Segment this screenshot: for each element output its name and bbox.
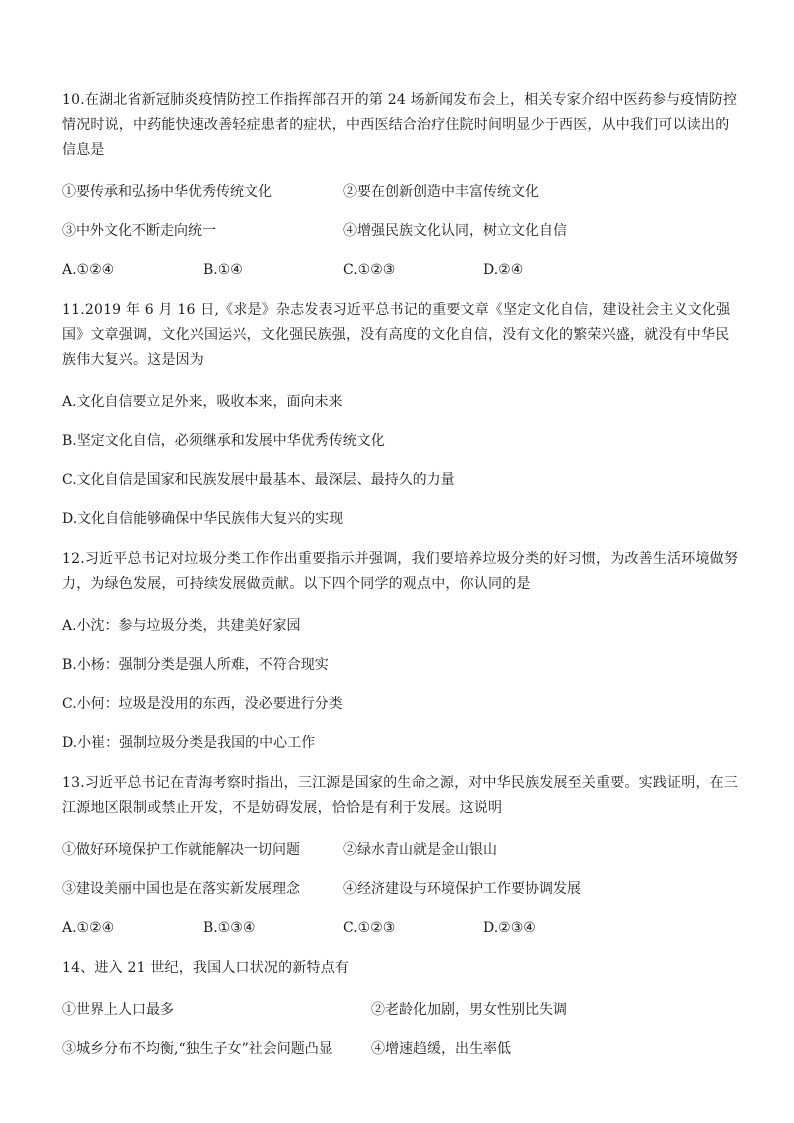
q12-option-d[interactable]: D.小崔：强制垃圾分类是我国的中心工作 [62,735,316,751]
q11-option-d[interactable]: D.文化自信能够确保中华民族伟大复兴的实现 [62,511,344,527]
q11-option-c[interactable]: C.文化自信是国家和民族发展中最基本、最深层、最持久的力量 [62,472,455,488]
q13-statement-3: ③建设美丽中国也是在落实新发展理念 [62,881,300,897]
q11-option-a[interactable]: A.文化自信要立足外来，吸收本来，面向未来 [62,394,343,410]
q10-statement-4: ④增强民族文化认同，树立文化自信 [343,223,567,239]
q14-statement-2: ②老龄化加剧，男女性别比失调 [371,1002,567,1018]
question-10-stem: 10.在湖北省新冠肺炎疫情防控工作指挥部召开的第 24 场新闻发布会上，相关专家介绍中医药参与疫情防控情况时说，中药能快速改善轻症患者的症状，中西医结合治疗住院时间明显少于西医，从中我们可以读出的信息是 [62,92,738,158]
q10-option-c[interactable]: C.①②③ [343,262,396,278]
question-14-statements-row-1 [62,1000,742,1020]
q13-option-d[interactable]: D.②③④ [483,920,536,936]
exam-page [62,88,742,1059]
q10-option-d[interactable]: D.②④ [483,262,524,278]
q12-option-c[interactable]: C.小何：垃圾是没用的东西，没必要进行分类 [62,696,343,712]
question-12-stem: 12.习近平总书记对垃圾分类工作作出重要指示并强调，我们要培养垃圾分类的好习惯，为改善生活环境做努力，为绿色发展，可持续发展做贡献。以下四个同学的观点中，你认同的是 [62,551,739,592]
q14-statement-1: ①世界上人口最多 [62,1002,174,1018]
q13-option-a[interactable]: A.①②④ [62,920,115,936]
question-13-statements-row-2 [62,879,742,899]
q12-option-a[interactable]: A.小沈：参与垃圾分类，共建美好家园 [62,618,301,634]
q10-statement-3: ③中外文化不断走向统一 [62,223,216,239]
question-14-statements-row-2 [62,1039,742,1059]
question-13-statements-row-1 [62,840,742,860]
q13-statement-2: ②绿水青山就是金山银山 [343,842,497,858]
question-10-options [62,260,742,280]
q10-statement-2: ②要在创新创造中丰富传统文化 [343,184,539,200]
q13-statement-4: ④经济建设与环境保护工作要协调发展 [343,881,581,897]
question-14-stem: 14、进入 21 世纪，我国人口状况的新特点有 [62,960,350,976]
q13-option-c[interactable]: C.①②③ [343,920,396,936]
question-11-stem: 11.2019 年 6 月 16 日,《求是》杂志发表习近平总书记的重要文章《坚定文化自信，建设社会主义文化强国》文章强调，文化兴国运兴，文化强民族强，没有高度的文化自信，没有文化的繁荣兴盛，就没有中华民族伟大复兴。这是因为 [62,302,731,368]
question-10-statements-row-1 [62,182,742,202]
question-13-stem: 13.习近平总书记在青海考察时指出，三江源是国家的生命之源，对中华民族发展至关重要。实践证明，在三江源地区限制或禁止开发，不是妨碍发展，恰恰是有利于发展。这说明 [62,775,739,816]
q14-statement-4: ④增速趋缓，出生率低 [371,1041,511,1057]
question-13-options [62,918,742,938]
q10-option-a[interactable]: A.①②④ [62,262,115,278]
q10-statement-1: ①要传承和弘扬中华优秀传统文化 [62,184,272,200]
q13-statement-1: ①做好环境保护工作就能解决一切问题 [62,842,300,858]
q14-statement-3: ③城乡分布不均衡,“独生子女”社会问题凸显 [62,1041,333,1057]
q10-option-b[interactable]: B.①④ [203,262,243,278]
q11-option-b[interactable]: B.坚定文化自信，必须继承和发展中华优秀传统文化 [62,433,385,449]
q12-option-b[interactable]: B.小杨：强制分类是强人所难，不符合现实 [62,657,329,673]
question-10-statements-row-2 [62,221,742,241]
q13-option-b[interactable]: B.①③④ [203,920,256,936]
